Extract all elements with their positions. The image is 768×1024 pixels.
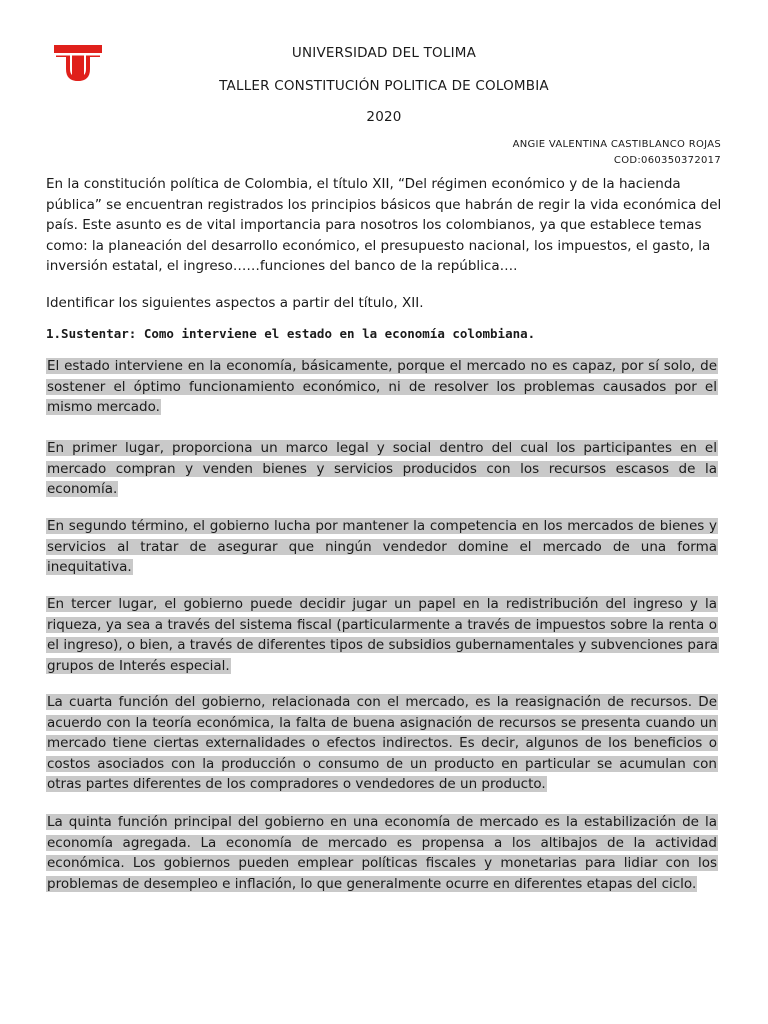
document-year: 2020 xyxy=(366,109,402,125)
question-heading: 1.Sustentar: Como interviene el estado en la economía colombiana. xyxy=(46,326,536,341)
highlighted-text: En primer lugar, proporciona un marco legal y social dentro del cual los participantes en el mercado compran y venden bienes y servicios producidos con los recursos escasos de la economía. xyxy=(47,440,717,497)
highlighted-text: El estado interviene en la economía, básicamente, porque el mercado no es capaz, por sí solo, de sostener el óptimo funcionamiento económico, ni de resolver los problemas causados por el mismo mercado. xyxy=(47,358,717,415)
answer-paragraph xyxy=(46,356,718,418)
university-name: UNIVERSIDAD DEL TOLIMA xyxy=(291,45,477,61)
answer-paragraph xyxy=(46,812,718,894)
author-name: ANGIE VALENTINA CASTIBLANCO ROJAS xyxy=(512,139,721,150)
author-code: COD:060350372017 xyxy=(613,155,721,166)
answer-paragraph xyxy=(46,692,718,795)
highlighted-text: La cuarta función del gobierno, relacionada con el mercado, es la reasignación de recursos. De acuerdo con la teoría económica, la falta de buena asignación de recursos se presenta cuando un mercado tiene ciertas externalidades o efectos indirectos. Es decir, algunos de los beneficios o costos asociados con la producción o consumo de un producto en particular se acumulan con otras partes diferentes de los compradores o vendedores de un producto. xyxy=(47,694,717,792)
answer-paragraph xyxy=(46,438,718,500)
highlighted-text: En segundo término, el gobierno lucha por mantener la competencia en los mercados de bienes y servicios al tratar de asegurar que ningún vendedor domine el mercado de una forma inequitativa. xyxy=(47,518,717,575)
intro-paragraph: En la constitución política de Colombia, el título XII, “Del régimen económico y de la hacienda pública” se encuentran registrados los principios básicos que habrán de regir la vida económica del país. Este asunto es de vital importancia para nosotros los colombianos, ya que establece temas como: la planeación del desarrollo económico, el presupuesto nacional, los impuestos, el gasto, la inversión estatal, el ingreso……funciones del banco de la república…. xyxy=(46,176,722,274)
instruction-text: Identificar los siguientes aspectos a partir del título, XII. xyxy=(46,295,424,311)
answer-paragraph xyxy=(46,516,718,578)
highlighted-text: En tercer lugar, el gobierno puede decidir jugar un papel en la redistribución del ingreso y la riqueza, ya sea a través del sistema fiscal (particularmente a través de impuestos sobre la renta o el ingreso), o bien, a través de diferentes tipos de subsidios gubernamentales y subvenciones para grupos de Interés especial. xyxy=(47,596,719,674)
highlighted-text: La quinta función principal del gobierno en una economía de mercado es la estabilización de la economía agregada. La economía de mercado es propensa a los altibajos de la actividad económica. Los gobiernos pueden emplear políticas fiscales y monetarias para lidiar con los problemas de desempleo e inflación, lo que generalmente ocurre en diferentes etapas del ciclo. xyxy=(47,814,717,892)
workshop-title: TALLER CONSTITUCIÓN POLITICA DE COLOMBIA xyxy=(219,78,549,94)
answer-paragraph xyxy=(46,594,718,676)
